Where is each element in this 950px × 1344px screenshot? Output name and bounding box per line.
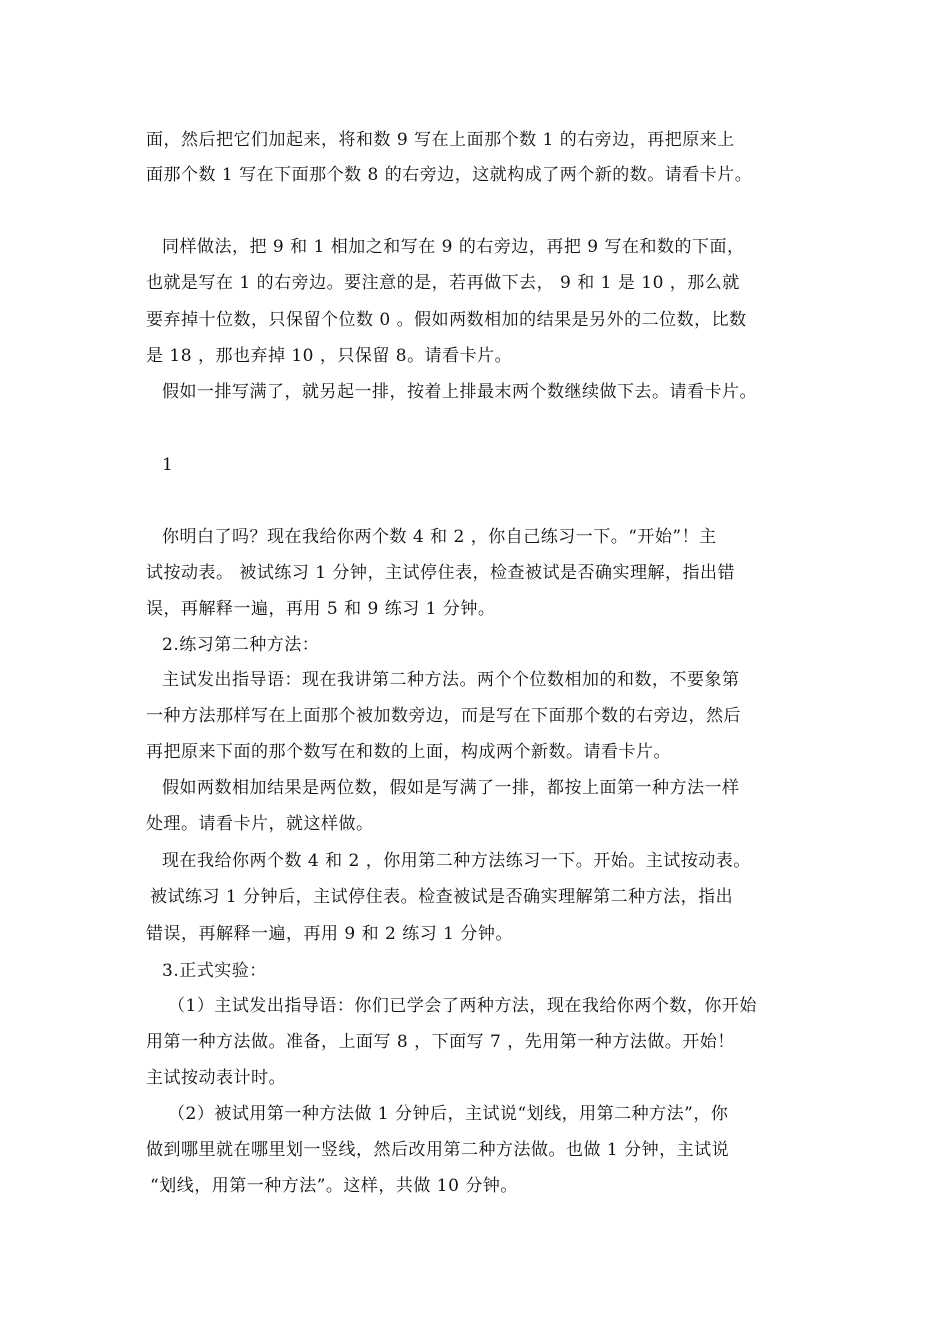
text-line-17: 被试练习 1 分钟后，主试停住表。检查被试是否确实理解第二种方法，指出 (150, 887, 734, 907)
section-heading-3: 3.正式实验： (162, 961, 267, 981)
text-line-19: （1）主试发出指导语：你们已学会了两种方法，现在我给你两个数，你开始 (168, 996, 757, 1016)
text-line-24: “划线，用第一种方法”。这样，共做 10 分钟。 (150, 1176, 518, 1196)
text-line-11: 主试发出指导语：现在我讲第二种方法。两个个位数相加的和数，不要象第 (162, 670, 740, 690)
text-line-8: 你明白了吗？现在我给你两个数 4 和 2 ，你自己练习一下。“开始”！主 (162, 527, 717, 547)
text-line-9: 试按动表。 被试练习 1 分钟，主试停住表，检查被试是否确实理解，指出错 (146, 563, 736, 583)
text-line-21: 主试按动表计时。 (146, 1068, 286, 1088)
text-line-14: 假如两数相加结果是两位数，假如是写满了一排，都按上面第一种方法一样 (162, 778, 740, 798)
text-line-16: 现在我给你两个数 4 和 2 ，你用第二种方法练习一下。开始。主试按动表。 (162, 851, 751, 871)
text-line-7: 假如一排写满了，就另起一排，按着上排最末两个数继续做下去。请看卡片。 (162, 382, 757, 402)
text-line-6: 是 18 ，那也弃掉 10 ，只保留 8。请看卡片。 (146, 346, 513, 366)
text-line-22: （2）被试用第一种方法做 1 分钟后，主试说“划线，用第二种方法”，你 (168, 1104, 729, 1124)
text-line-20: 用第一种方法做。准备，上面写 8 ，下面写 7 ，先用第一种方法做。开始！ (146, 1032, 735, 1052)
text-line-18: 错误，再解释一遍，再用 9 和 2 练习 1 分钟。 (146, 924, 513, 944)
text-line-10: 误，再解释一遍，再用 5 和 9 练习 1 分钟。 (146, 599, 496, 619)
text-line-15: 处理。请看卡片，就这样做。 (146, 814, 374, 834)
page-number-marker: 1 (162, 455, 174, 475)
section-heading-2: 2.练习第二种方法： (162, 635, 320, 655)
text-line-13: 再把原来下面的那个数写在和数的上面，构成两个新数。请看卡片。 (146, 742, 671, 762)
text-line-1: 面，然后把它们加起来，将和数 9 写在上面那个数 1 的右旁边，再把原来上 (146, 130, 735, 150)
text-line-2: 面那个数 1 写在下面那个数 8 的右旁边，这就构成了两个新的数。请看卡片。 (146, 165, 753, 185)
text-line-4: 也就是写在 1 的右旁边。要注意的是，若再做下去， 9 和 1 是 10 ，那么就 (146, 273, 740, 293)
text-line-3: 同样做法，把 9 和 1 相加之和写在 9 的右旁边，再把 9 写在和数的下面， (162, 237, 745, 257)
text-line-23: 做到哪里就在哪里划一竖线，然后改用第二种方法做。也做 1 分钟，主试说 (146, 1140, 730, 1160)
text-line-5: 要弃掉十位数，只保留个位数 0 。假如两数相加的结果是另外的二位数，比数 (146, 310, 747, 330)
text-line-12: 一种方法那样写在上面那个被加数旁边，而是写在下面那个数的右旁边，然后 (146, 706, 741, 726)
